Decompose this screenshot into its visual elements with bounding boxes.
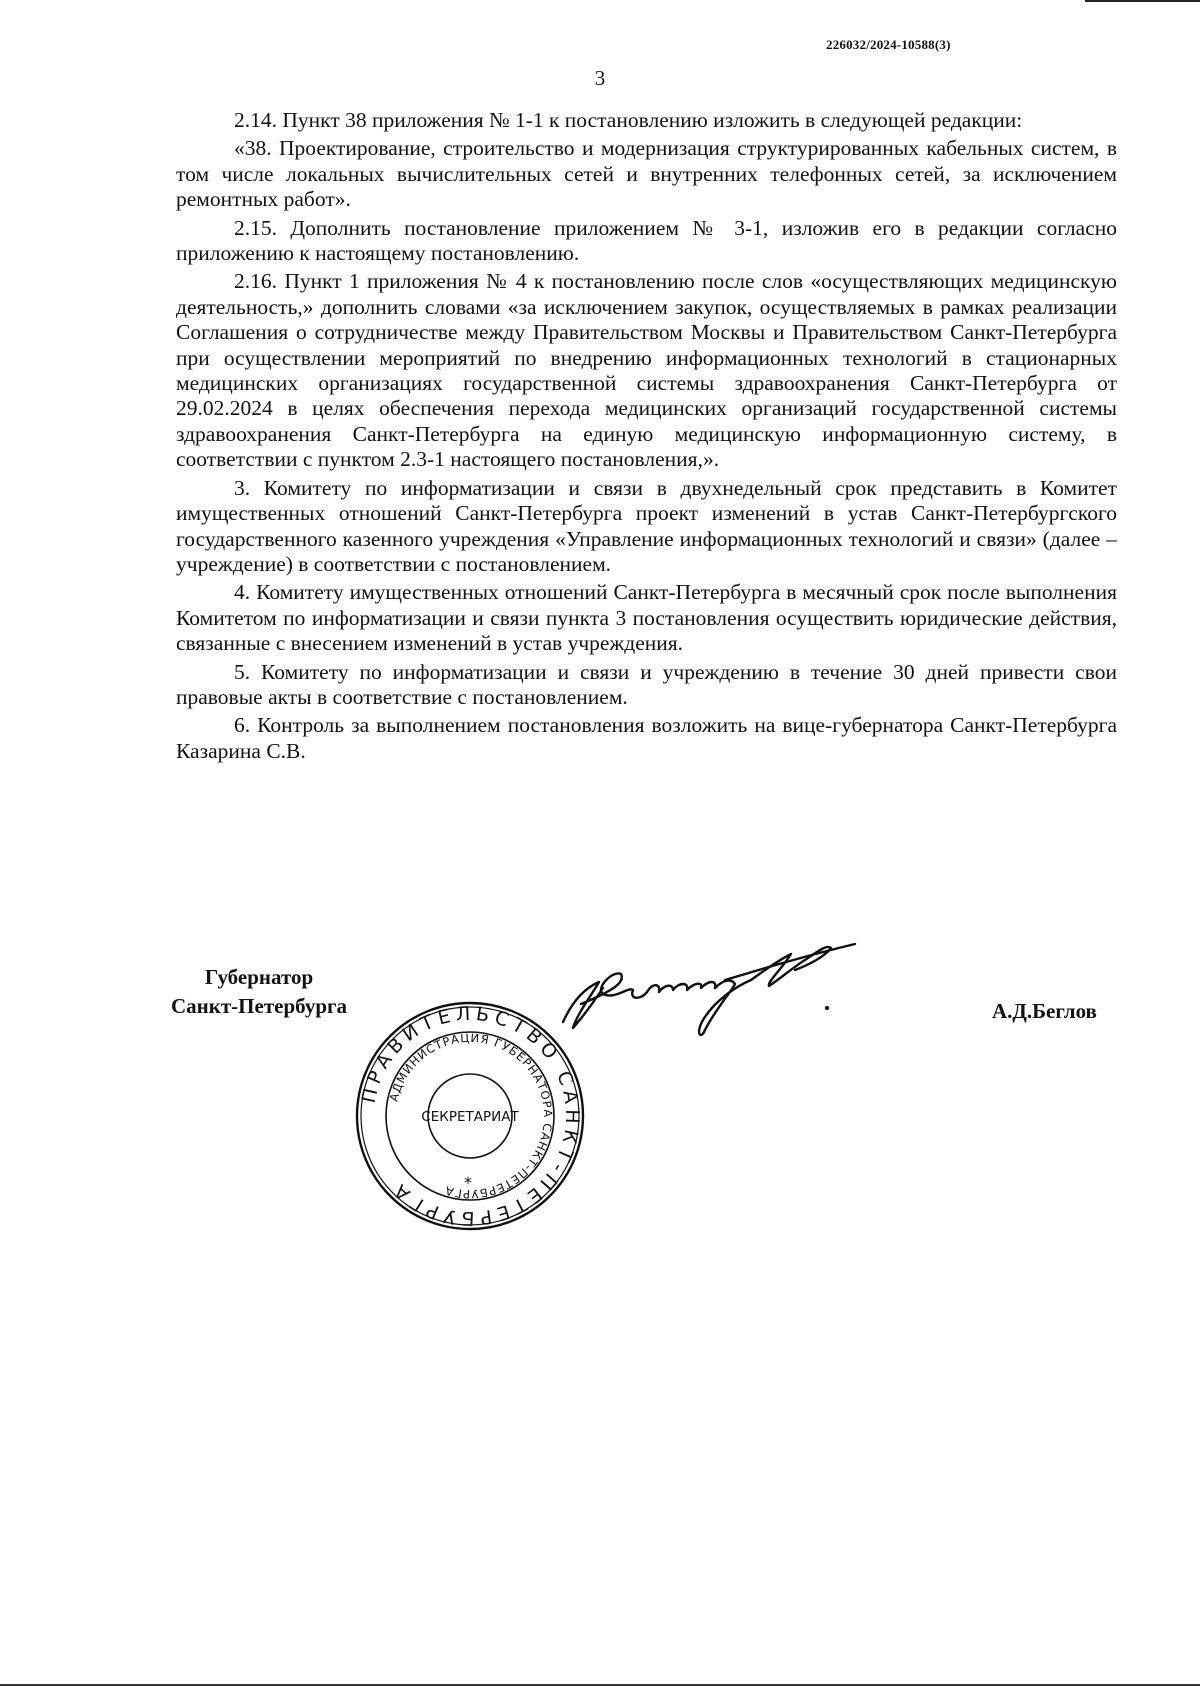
scan-edge-line-bottom — [0, 1684, 1200, 1686]
document-body — [176, 108, 1117, 767]
seal-center-text: СЕКРЕТАРИАТ — [421, 1109, 519, 1125]
paragraph-2-16: 2.16. Пункт 1 приложения № 4 к постановлению после слов «осуществляющих медицинскую деятельность,» дополнить словами «за исключением закупок, осуществляемых в рамках реализации Соглашения о сотрудничестве между Правительством Москвы и Правительством Санкт-Петербурга при осуществлении мероприятий по внедрению информационных технологий в стационарных медицинских организациях государственной системы здравоохранения Санкт-Петербурга от 29.02.2024 в целях обеспечения перехода медицинских организаций государственной системы здравоохранения Санкт-Петербурга на единую медицинскую информационную систему, в соответствии с пунктом 2.3-1 настоящего постановления,». — [176, 269, 1117, 472]
signatory-title-line1: Губернатор — [204, 965, 314, 989]
paragraph-6: 6. Контроль за выполнением постановления возложить на вице-губернатора Санкт-Петербурга Казарина С.В. — [176, 713, 1117, 763]
document-number: 226032/2024-10588(3) — [826, 37, 951, 52]
paragraph-3: 3. Комитету по информатизации и связи в двухнедельный срок представить в Комитет имущественных отношений Санкт-Петербурга проект изменений в устав Санкт-Петербургского государственного казенного учреждения «Управление информационных технологий и связи» (далее – учреждение) в соответствии с постановлением. — [176, 475, 1117, 576]
paragraph-quote-38: «38. Проектирование, строительство и модернизация структурированных кабельных систем, в том числе локальных вычислительных сетей и внутренних телефонных сетей, за исключением ремонтных работ». — [176, 136, 1117, 212]
page-number: 3 — [594, 66, 606, 90]
handwritten-signature — [555, 930, 895, 1050]
signatory-title-line2: Санкт-Петербурга — [171, 994, 348, 1018]
signatory-name: А.Д.Беглов — [992, 999, 1097, 1023]
scan-edge-line-top — [1085, 0, 1200, 2]
official-seal — [352, 998, 588, 1234]
signatory-title — [171, 963, 347, 1021]
paragraph-2-15: 2.15. Дополнить постановление приложением № 3-1, изложив его в редакции согласно приложению к настоящему постановлению. — [176, 215, 1117, 266]
seal-star-icon: * — [464, 1173, 472, 1192]
paragraph-4: 4. Комитету имущественных отношений Санкт-Петербурга в месячный срок после выполнения Комитетом по информатизации и связи пункта 3 постановления осуществить юридические действия, связанные с внесением изменений в устав учреждения. — [176, 580, 1117, 656]
seal-inner-text: АДМИНИСТРАЦИЯ ГУБЕРНАТОРА САНКТ-ПЕТЕРБУРГА — [386, 1030, 556, 1202]
paragraph-2-14: 2.14. Пункт 38 приложения № 1-1 к постановлению изложить в следующей редакции: — [234, 108, 1023, 132]
paragraph-5: 5. Комитету по информатизации и связи и учреждению в течение 30 дней привести свои правовые акты в соответствие с постановлением. — [176, 659, 1117, 709]
seal-outer-text: ПРАВИТЕЛЬСТВО САНКТ-ПЕТЕРБУРГА — [357, 1002, 584, 1230]
